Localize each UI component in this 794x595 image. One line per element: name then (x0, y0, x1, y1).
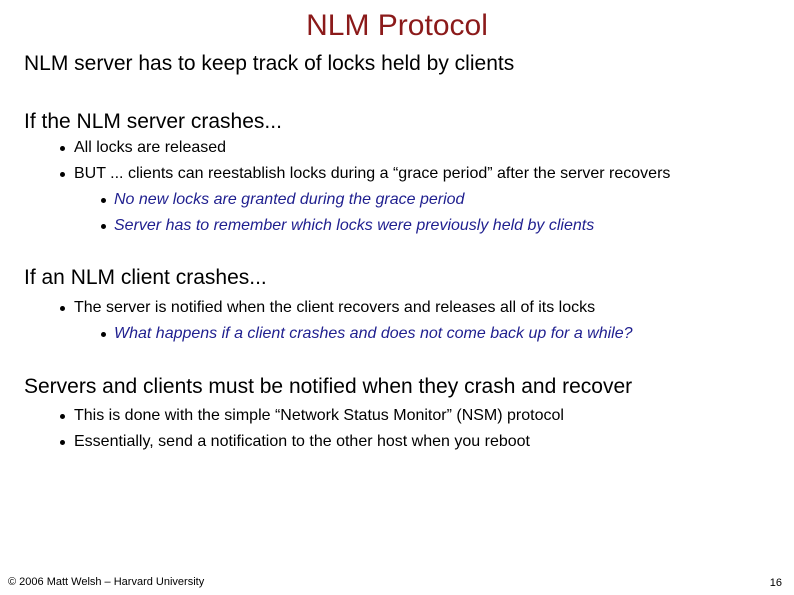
section-heading: If an NLM client crashes... (24, 266, 267, 289)
bullet-dot-icon (60, 172, 65, 177)
subbullet-text: Server has to remember which locks were previously held by clients (114, 217, 595, 234)
subbullet-item (114, 324, 633, 344)
bullet-text: This is done with the simple “Network Status Monitor” (NSM) protocol (74, 407, 564, 424)
bullet-text: BUT ... clients can reestablish locks during a “grace period” after the server recovers (74, 165, 671, 182)
subbullet-item (114, 190, 464, 210)
bullet-text: The server is notified when the client recovers and releases all of its locks (74, 299, 596, 316)
bullet-dot-icon (101, 224, 106, 229)
bullet-dot-icon (60, 306, 65, 311)
section-heading: Servers and clients must be notified when they crash and recover (24, 375, 633, 398)
page-number: 16 (769, 577, 782, 589)
bullet-item (74, 406, 564, 426)
bullet-item (74, 164, 670, 184)
subbullet-text: No new locks are granted during the grace period (114, 191, 465, 208)
section-heading: If the NLM server crashes... (24, 110, 282, 133)
bullet-dot-icon (60, 414, 65, 419)
subbullet-item (114, 216, 594, 236)
bullet-dot-icon (60, 146, 65, 151)
bullet-dot-icon (101, 332, 106, 337)
bullet-dot-icon (60, 440, 65, 445)
bullet-item (74, 298, 595, 318)
bullet-item (74, 432, 530, 452)
bullet-text: Essentially, send a notification to the other host when you reboot (74, 433, 530, 450)
slide-title: NLM Protocol (306, 9, 488, 42)
bullet-dot-icon (101, 198, 106, 203)
subbullet-text: What happens if a client crashes and does not come back up for a while? (114, 325, 633, 342)
bullet-item (74, 138, 226, 158)
section-heading: NLM server has to keep track of locks held by clients (24, 52, 515, 75)
footer-copyright: © 2006 Matt Welsh – Harvard University (8, 576, 205, 588)
bullet-text: All locks are released (74, 139, 227, 156)
